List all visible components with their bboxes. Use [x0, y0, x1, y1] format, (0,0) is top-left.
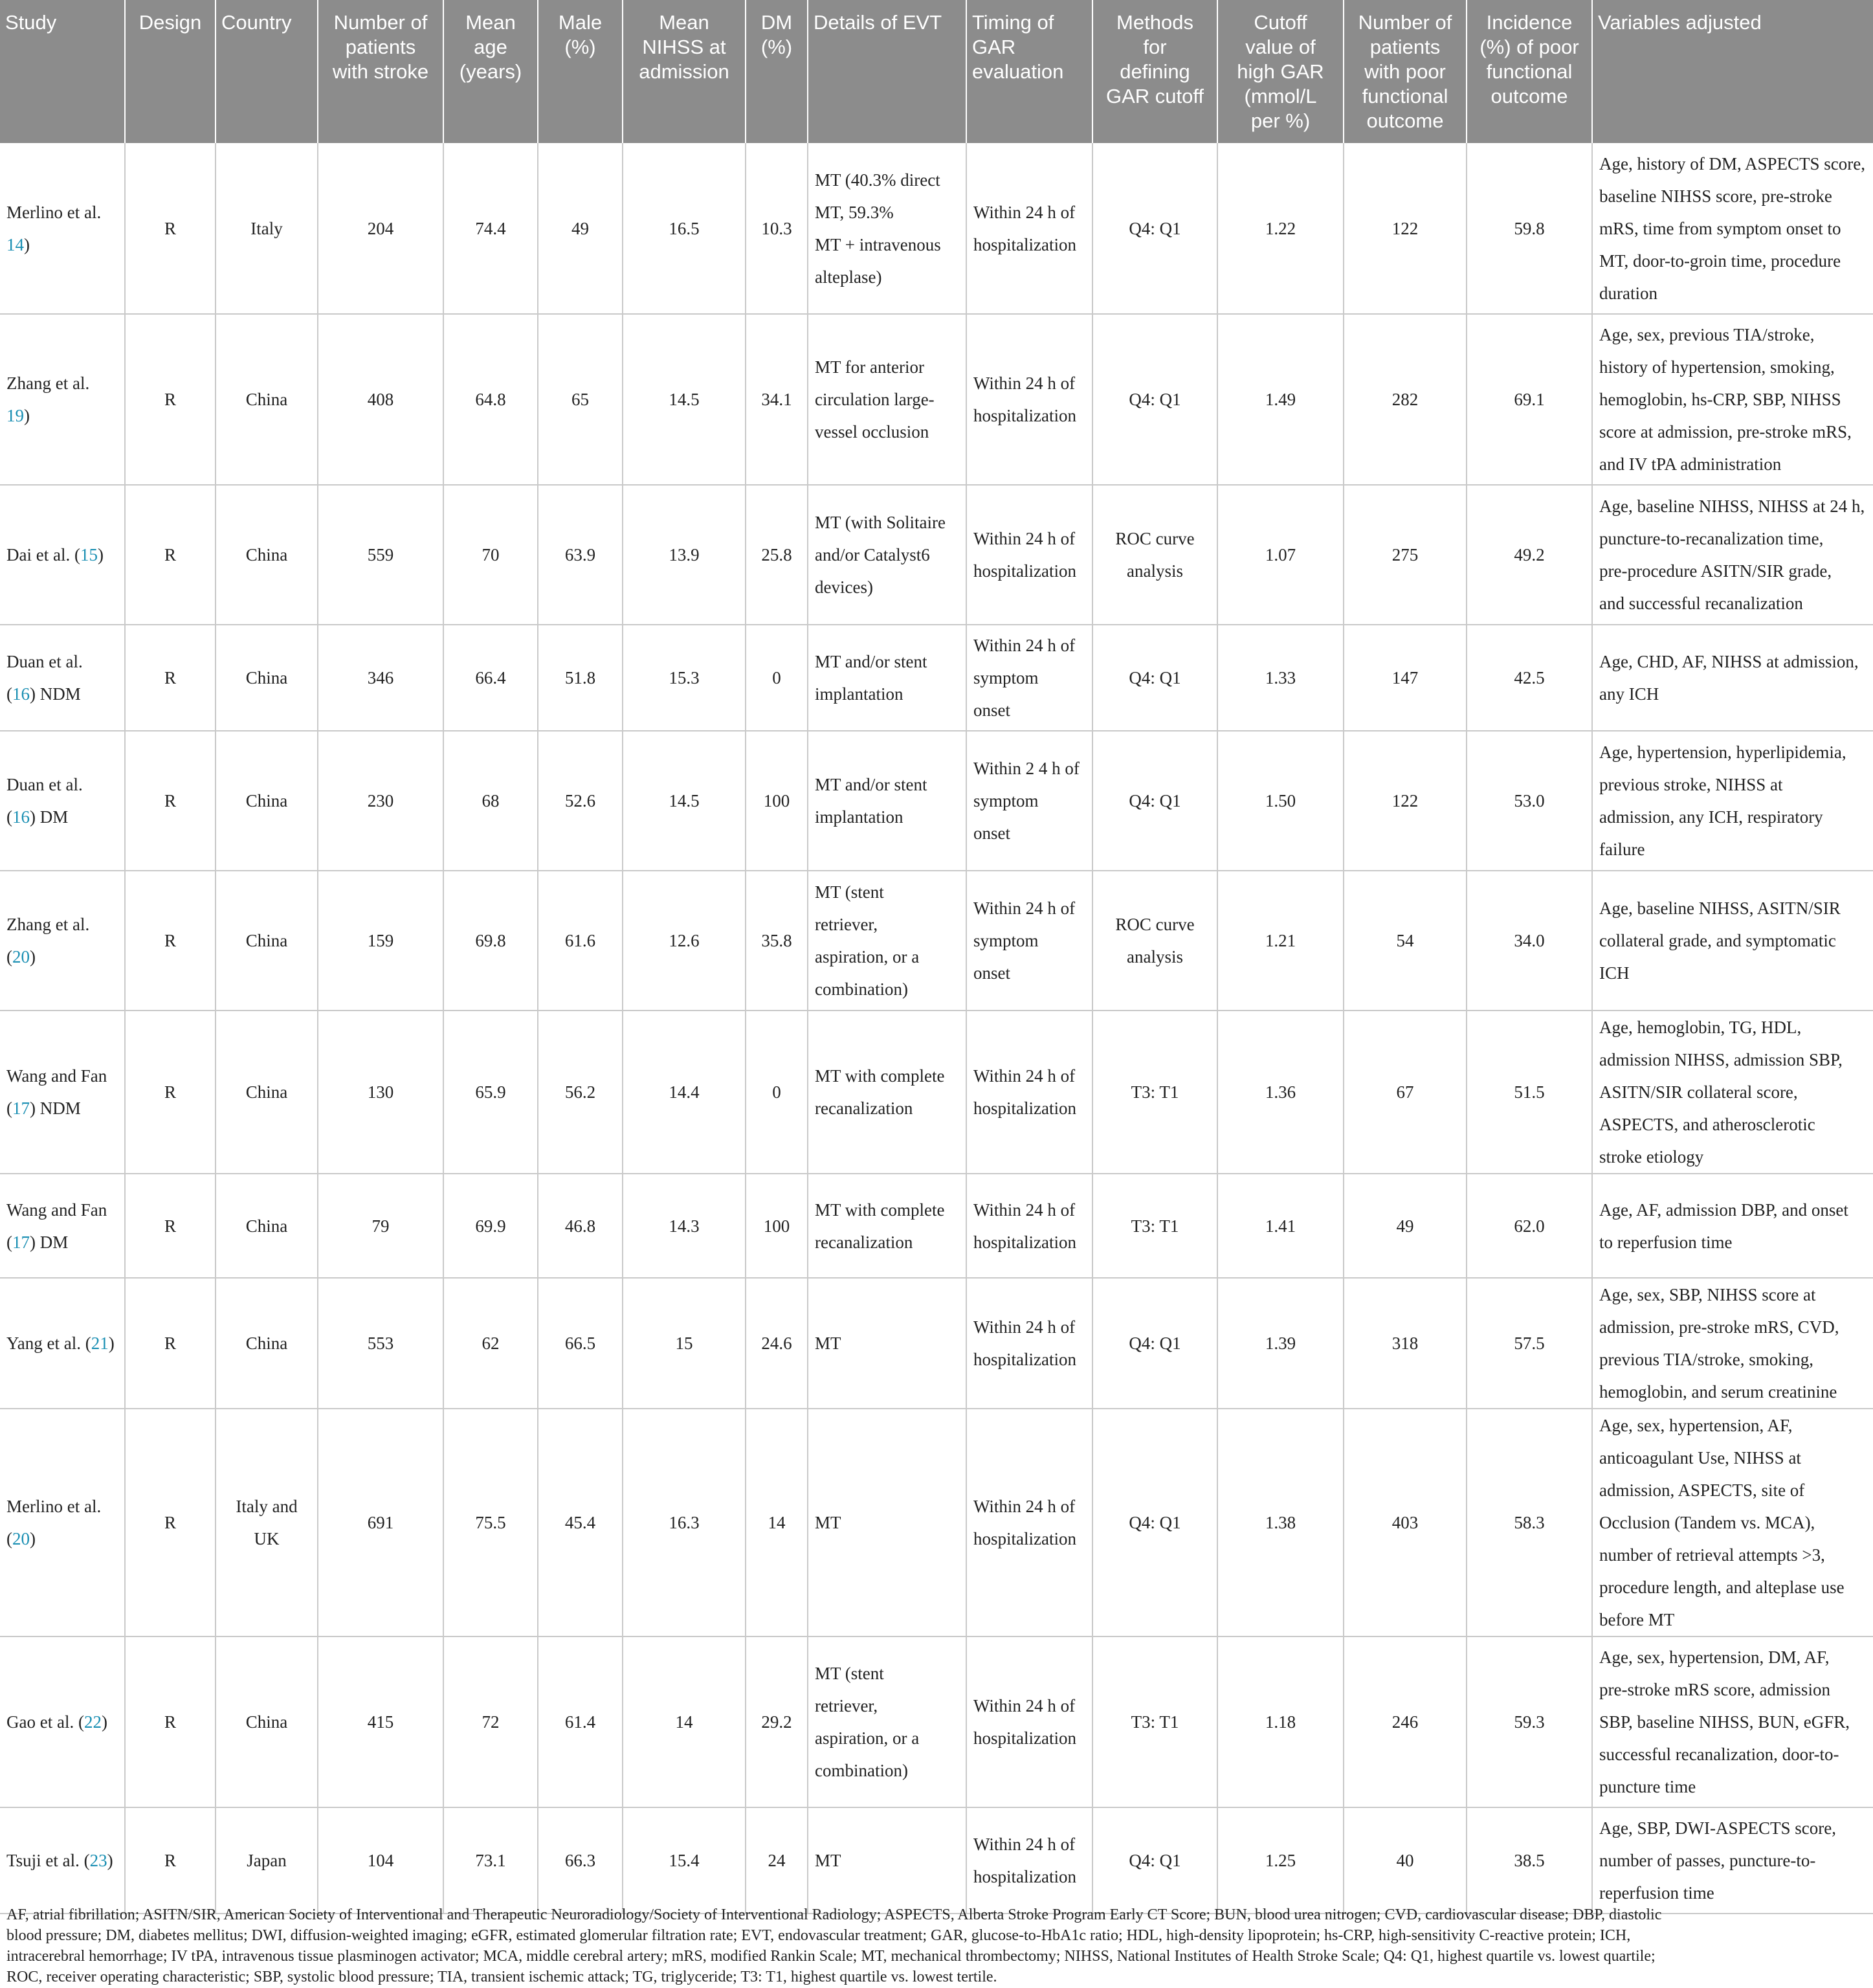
cell-poor-outcome-incidence: 62.0 [1467, 1174, 1592, 1278]
column-header-nihss: Mean NIHSS at admission [623, 0, 746, 143]
cell-cutoff-method: ROC curve analysis [1092, 485, 1217, 625]
cell-design: R [125, 871, 216, 1011]
table-row [0, 625, 1873, 731]
cell-poor-outcome-count: 147 [1344, 625, 1467, 731]
cell-patients: 346 [318, 625, 443, 731]
cell-evt-details: MT (stent retriever, aspiration, or a combination) [808, 1636, 966, 1807]
cell-patients: 204 [318, 143, 443, 314]
column-header-male: Male (%) [538, 0, 623, 143]
table-row [0, 1807, 1873, 1914]
cell-cutoff-method: ROC curve analysis [1092, 871, 1217, 1011]
table-header [0, 0, 1873, 143]
cell-poor-outcome-count: 275 [1344, 485, 1467, 625]
column-header-patients: Number of patients with stroke [318, 0, 443, 143]
cell-mean-age: 75.5 [443, 1409, 538, 1636]
cell-design: R [125, 1807, 216, 1914]
cell-study: Duan et al. (16) DM [0, 731, 125, 871]
cell-poor-outcome-incidence: 53.0 [1467, 731, 1592, 871]
cell-cutoff-method: T3: T1 [1092, 1174, 1217, 1278]
cell-male: 61.6 [538, 871, 623, 1011]
cell-cutoff-value: 1.25 [1217, 1807, 1344, 1914]
cell-male: 46.8 [538, 1174, 623, 1278]
table-row [0, 1174, 1873, 1278]
table-row [0, 871, 1873, 1011]
cell-male: 66.3 [538, 1807, 623, 1914]
cell-dm: 10.3 [746, 143, 808, 314]
table-row [0, 1409, 1873, 1636]
cell-country: China [216, 485, 318, 625]
column-header-mean-age: Mean age (years) [443, 0, 538, 143]
cell-variables-adjusted: Age, sex, hypertension, DM, AF, pre-stroke mRS score, admission SBP, baseline NIHSS, BUN, eGFR, successful recanalization, door-to- puncture time [1592, 1636, 1873, 1807]
cell-patients: 79 [318, 1174, 443, 1278]
cell-gar-timing: Within 24 h of hospitalization [966, 314, 1092, 485]
reference-link[interactable]: 17 [12, 1099, 30, 1118]
cell-mean-age: 65.9 [443, 1011, 538, 1174]
cell-poor-outcome-incidence: 34.0 [1467, 871, 1592, 1011]
cell-cutoff-method: Q4: Q1 [1092, 625, 1217, 731]
column-header-gar-timing: Timing of GAR evaluation [966, 0, 1092, 143]
cell-gar-timing: Within 24 h of hospitalization [966, 1011, 1092, 1174]
cell-country: China [216, 625, 318, 731]
cell-male: 65 [538, 314, 623, 485]
cell-variables-adjusted: Age, baseline NIHSS, ASITN/SIR collateral grade, and symptomatic ICH [1592, 871, 1873, 1011]
cell-cutoff-method: T3: T1 [1092, 1011, 1217, 1174]
cell-male: 56.2 [538, 1011, 623, 1174]
cell-country: China [216, 1174, 318, 1278]
cell-nihss: 14.5 [623, 731, 746, 871]
reference-link[interactable]: 21 [91, 1334, 109, 1353]
cell-evt-details: MT (stent retriever, aspiration, or a combination) [808, 871, 966, 1011]
cell-mean-age: 66.4 [443, 625, 538, 731]
cell-country: China [216, 1011, 318, 1174]
footnote-line: ROC, receiver operating characteristic; SBP, systolic blood pressure; TIA, transient ischemic attack; TG, triglyceride; T3: T1, highest quartile vs. lowest tertile. [6, 1969, 997, 1985]
cell-poor-outcome-incidence: 58.3 [1467, 1409, 1592, 1636]
cell-dm: 25.8 [746, 485, 808, 625]
cell-poor-outcome-count: 246 [1344, 1636, 1467, 1807]
cell-cutoff-value: 1.38 [1217, 1409, 1344, 1636]
cell-mean-age: 62 [443, 1278, 538, 1409]
cell-poor-outcome-incidence: 49.2 [1467, 485, 1592, 625]
cell-nihss: 15 [623, 1278, 746, 1409]
column-header-cutoff-method: Methods for defining GAR cutoff [1092, 0, 1217, 143]
cell-dm: 100 [746, 731, 808, 871]
cell-mean-age: 64.8 [443, 314, 538, 485]
reference-link[interactable]: 19 [6, 406, 24, 425]
cell-gar-timing: Within 24 h of hospitalization [966, 1807, 1092, 1914]
cell-country: Italy [216, 143, 318, 314]
column-header-cutoff-value: Cutoff value of high GAR (mmol/L per %) [1217, 0, 1344, 143]
cell-patients: 230 [318, 731, 443, 871]
cell-nihss: 14 [623, 1636, 746, 1807]
cell-nihss: 16.3 [623, 1409, 746, 1636]
cell-design: R [125, 731, 216, 871]
cell-cutoff-method: T3: T1 [1092, 1636, 1217, 1807]
cell-nihss: 14.3 [623, 1174, 746, 1278]
cell-design: R [125, 1011, 216, 1174]
cell-male: 51.8 [538, 625, 623, 731]
column-header-dm: DM (%) [746, 0, 808, 143]
cell-cutoff-value: 1.41 [1217, 1174, 1344, 1278]
cell-poor-outcome-count: 40 [1344, 1807, 1467, 1914]
cell-nihss: 14.5 [623, 314, 746, 485]
cell-patients: 130 [318, 1011, 443, 1174]
cell-nihss: 13.9 [623, 485, 746, 625]
column-header-poor-outcome-incidence: Incidence (%) of poor functional outcome [1467, 0, 1592, 143]
cell-mean-age: 72 [443, 1636, 538, 1807]
reference-link[interactable]: 20 [12, 947, 30, 966]
cell-dm: 34.1 [746, 314, 808, 485]
cell-patients: 559 [318, 485, 443, 625]
cell-poor-outcome-count: 282 [1344, 314, 1467, 485]
cell-variables-adjusted: Age, AF, admission DBP, and onset to reperfusion time [1592, 1174, 1873, 1278]
cell-patients: 691 [318, 1409, 443, 1636]
cell-male: 49 [538, 143, 623, 314]
cell-nihss: 12.6 [623, 871, 746, 1011]
cell-dm: 0 [746, 625, 808, 731]
cell-country: China [216, 871, 318, 1011]
column-header-variables-adjusted: Variables adjusted [1592, 0, 1873, 143]
cell-patients: 408 [318, 314, 443, 485]
reference-link[interactable]: 17 [12, 1232, 30, 1252]
cell-study: Tsuji et al. (23) [0, 1807, 125, 1914]
header-row [0, 0, 1873, 143]
cell-dm: 24.6 [746, 1278, 808, 1409]
cell-gar-timing: Within 24 h of hospitalization [966, 1409, 1092, 1636]
cell-poor-outcome-incidence: 42.5 [1467, 625, 1592, 731]
cell-variables-adjusted: Age, baseline NIHSS, NIHSS at 24 h, puncture-to-recanalization time, pre-procedure ASITN/SIR grade, and successful recanalization [1592, 485, 1873, 625]
reference-link[interactable]: 14 [6, 234, 24, 254]
cell-mean-age: 69.9 [443, 1174, 538, 1278]
table-row [0, 1636, 1873, 1807]
table-row [0, 314, 1873, 485]
cell-poor-outcome-incidence: 51.5 [1467, 1011, 1592, 1174]
cell-mean-age: 73.1 [443, 1807, 538, 1914]
cell-design: R [125, 1636, 216, 1807]
cell-dm: 24 [746, 1807, 808, 1914]
cell-study: Dai et al. (15) [0, 485, 125, 625]
table-body [0, 143, 1873, 1914]
cell-male: 66.5 [538, 1278, 623, 1409]
cell-evt-details: MT and/or stent implantation [808, 731, 966, 871]
cell-variables-adjusted: Age, sex, SBP, NIHSS score at admission, pre-stroke mRS, CVD, previous TIA/stroke, smoking, hemoglobin, and serum creatinine [1592, 1278, 1873, 1409]
cell-cutoff-value: 1.07 [1217, 485, 1344, 625]
cell-gar-timing: Within 24 h of hospitalization [966, 1636, 1092, 1807]
cell-study: Wang and Fan (17) NDM [0, 1011, 125, 1174]
cell-dm: 100 [746, 1174, 808, 1278]
cell-male: 61.4 [538, 1636, 623, 1807]
cell-cutoff-value: 1.36 [1217, 1011, 1344, 1174]
cell-evt-details: MT (40.3% direct MT, 59.3% MT + intravenous alteplase) [808, 143, 966, 314]
cell-poor-outcome-incidence: 38.5 [1467, 1807, 1592, 1914]
cell-poor-outcome-count: 122 [1344, 731, 1467, 871]
cell-evt-details: MT with complete recanalization [808, 1174, 966, 1278]
cell-poor-outcome-count: 49 [1344, 1174, 1467, 1278]
cell-country: China [216, 1636, 318, 1807]
cell-cutoff-method: Q4: Q1 [1092, 1409, 1217, 1636]
cell-evt-details: MT and/or stent implantation [808, 625, 966, 731]
cell-poor-outcome-incidence: 59.8 [1467, 143, 1592, 314]
footnote-line: AF, atrial fibrillation; ASITN/SIR, American Society of Interventional and Therapeutic Neuroradiology/Society of Interventional Radiology; ASPECTS, Alberta Stroke Program Early CT Score; BUN, blood urea nitrogen; CVD, cardiovascular disease; DBP, diastolic [6, 1906, 1662, 1923]
table-row [0, 1011, 1873, 1174]
cell-male: 63.9 [538, 485, 623, 625]
table-row [0, 1278, 1873, 1409]
cell-cutoff-method: Q4: Q1 [1092, 314, 1217, 485]
reference-link[interactable]: 23 [89, 1851, 107, 1870]
cell-cutoff-method: Q4: Q1 [1092, 1807, 1217, 1914]
cell-country: China [216, 314, 318, 485]
column-header-study: Study [0, 0, 125, 143]
cell-study: Merlino et al. (20) [0, 1409, 125, 1636]
cell-design: R [125, 1174, 216, 1278]
cell-dm: 0 [746, 1011, 808, 1174]
cell-gar-timing: Within 24 h of hospitalization [966, 1174, 1092, 1278]
cell-study: Yang et al. (21) [0, 1278, 125, 1409]
cell-cutoff-value: 1.50 [1217, 731, 1344, 871]
column-header-evt-details: Details of EVT [808, 0, 966, 143]
cell-cutoff-method: Q4: Q1 [1092, 143, 1217, 314]
cell-design: R [125, 625, 216, 731]
cell-study: Gao et al. (22) [0, 1636, 125, 1807]
cell-mean-age: 70 [443, 485, 538, 625]
cell-gar-timing: Within 2 4 h of symptom onset [966, 731, 1092, 871]
cell-mean-age: 69.8 [443, 871, 538, 1011]
column-header-poor-outcome-count: Number of patients with poor functional outcome [1344, 0, 1467, 143]
cell-mean-age: 74.4 [443, 143, 538, 314]
cell-nihss: 16.5 [623, 143, 746, 314]
cell-poor-outcome-count: 403 [1344, 1409, 1467, 1636]
cell-country: China [216, 1278, 318, 1409]
cell-nihss: 14.4 [623, 1011, 746, 1174]
cell-evt-details: MT [808, 1409, 966, 1636]
cell-poor-outcome-incidence: 57.5 [1467, 1278, 1592, 1409]
cell-patients: 553 [318, 1278, 443, 1409]
cell-design: R [125, 143, 216, 314]
cell-evt-details: MT [808, 1278, 966, 1409]
table-row [0, 485, 1873, 625]
cell-study: Zhang et al. (20) [0, 871, 125, 1011]
cell-dm: 14 [746, 1409, 808, 1636]
reference-link[interactable]: 22 [83, 1712, 102, 1732]
cell-variables-adjusted: Age, history of DM, ASPECTS score, baseline NIHSS score, pre-stroke mRS, time from symptom onset to MT, door-to-groin time, procedure duration [1592, 143, 1873, 314]
cell-poor-outcome-incidence: 59.3 [1467, 1636, 1592, 1807]
cell-gar-timing: Within 24 h of hospitalization [966, 143, 1092, 314]
table-footnote [6, 1904, 1865, 1987]
cell-poor-outcome-incidence: 69.1 [1467, 314, 1592, 485]
cell-nihss: 15.3 [623, 625, 746, 731]
table-row [0, 731, 1873, 871]
cell-study: Wang and Fan (17) DM [0, 1174, 125, 1278]
cell-cutoff-value: 1.33 [1217, 625, 1344, 731]
cell-cutoff-value: 1.21 [1217, 871, 1344, 1011]
cell-design: R [125, 314, 216, 485]
cell-study: Duan et al. (16) NDM [0, 625, 125, 731]
cell-variables-adjusted: Age, CHD, AF, NIHSS at admission, any ICH [1592, 625, 1873, 731]
cell-cutoff-value: 1.49 [1217, 314, 1344, 485]
cell-evt-details: MT [808, 1807, 966, 1914]
cell-cutoff-value: 1.22 [1217, 143, 1344, 314]
cell-gar-timing: Within 24 h of hospitalization [966, 485, 1092, 625]
cell-dm: 29.2 [746, 1636, 808, 1807]
cell-country: Japan [216, 1807, 318, 1914]
cell-male: 45.4 [538, 1409, 623, 1636]
reference-link[interactable]: 15 [80, 545, 98, 564]
cell-patients: 104 [318, 1807, 443, 1914]
cell-study: Zhang et al. 19) [0, 314, 125, 485]
reference-link[interactable]: 16 [12, 807, 30, 827]
cell-cutoff-method: Q4: Q1 [1092, 731, 1217, 871]
cell-gar-timing: Within 24 h of hospitalization [966, 1278, 1092, 1409]
cell-poor-outcome-count: 122 [1344, 143, 1467, 314]
cell-patients: 415 [318, 1636, 443, 1807]
cell-cutoff-value: 1.39 [1217, 1278, 1344, 1409]
cell-evt-details: MT for anterior circulation large- vessel occlusion [808, 314, 966, 485]
cell-mean-age: 68 [443, 731, 538, 871]
cell-study: Merlino et al. 14) [0, 143, 125, 314]
cell-poor-outcome-count: 318 [1344, 1278, 1467, 1409]
footnote-line: blood pressure; DM, diabetes mellitus; DWI, diffusion-weighted imaging; eGFR, estimated glomerular filtration rate; EVT, endovascular treatment; GAR, glucose-to-HbA1c ratio; HDL, high-density lipoprotein; hs-CRP, high-sensitivity C-reactive protein; ICH, [6, 1927, 1631, 1944]
cell-cutoff-method: Q4: Q1 [1092, 1278, 1217, 1409]
cell-country: Italy and UK [216, 1409, 318, 1636]
cell-country: China [216, 731, 318, 871]
cell-variables-adjusted: Age, sex, previous TIA/stroke, history of hypertension, smoking, hemoglobin, hs-CRP, SBP, NIHSS score at admission, pre-stroke mRS, and IV tPA administration [1592, 314, 1873, 485]
cell-poor-outcome-count: 54 [1344, 871, 1467, 1011]
cell-nihss: 15.4 [623, 1807, 746, 1914]
table-row [0, 143, 1873, 314]
cell-design: R [125, 1409, 216, 1636]
cell-design: R [125, 1278, 216, 1409]
cell-variables-adjusted: Age, SBP, DWI-ASPECTS score, number of passes, puncture-to- reperfusion time [1592, 1807, 1873, 1914]
column-header-country: Country [216, 0, 318, 143]
footnote-line: intracerebral hemorrhage; IV tPA, intravenous tissue plasminogen activator; MCA, middle cerebral artery; mRS, modified Rankin Scale; MT, mechanical thrombectomy; NIHSS, National Institutes of Health Stroke Scale; Q4: Q1, highest quartile vs. lowest quartile; [6, 1948, 1656, 1965]
column-header-design: Design [125, 0, 216, 143]
cell-variables-adjusted: Age, hemoglobin, TG, HDL, admission NIHSS, admission SBP, ASITN/SIR collateral score, ASPECTS, and atherosclerotic stroke etiology [1592, 1011, 1873, 1174]
cell-evt-details: MT (with Solitaire and/or Catalyst6 devices) [808, 485, 966, 625]
cell-male: 52.6 [538, 731, 623, 871]
reference-link[interactable]: 16 [12, 684, 30, 704]
reference-link[interactable]: 20 [12, 1529, 30, 1548]
cell-gar-timing: Within 24 h of symptom onset [966, 871, 1092, 1011]
cell-design: R [125, 485, 216, 625]
cell-gar-timing: Within 24 h of symptom onset [966, 625, 1092, 731]
cell-patients: 159 [318, 871, 443, 1011]
cell-evt-details: MT with complete recanalization [808, 1011, 966, 1174]
cell-dm: 35.8 [746, 871, 808, 1011]
cell-cutoff-value: 1.18 [1217, 1636, 1344, 1807]
cell-variables-adjusted: Age, sex, hypertension, AF, anticoagulant Use, NIHSS at admission, ASPECTS, site of Occlusion (Tandem vs. MCA), number of retrieval attempts >3, procedure length, and alteplase use before MT [1592, 1409, 1873, 1636]
cell-poor-outcome-count: 67 [1344, 1011, 1467, 1174]
cell-variables-adjusted: Age, hypertension, hyperlipidemia, previous stroke, NIHSS at admission, any ICH, respiratory failure [1592, 731, 1873, 871]
